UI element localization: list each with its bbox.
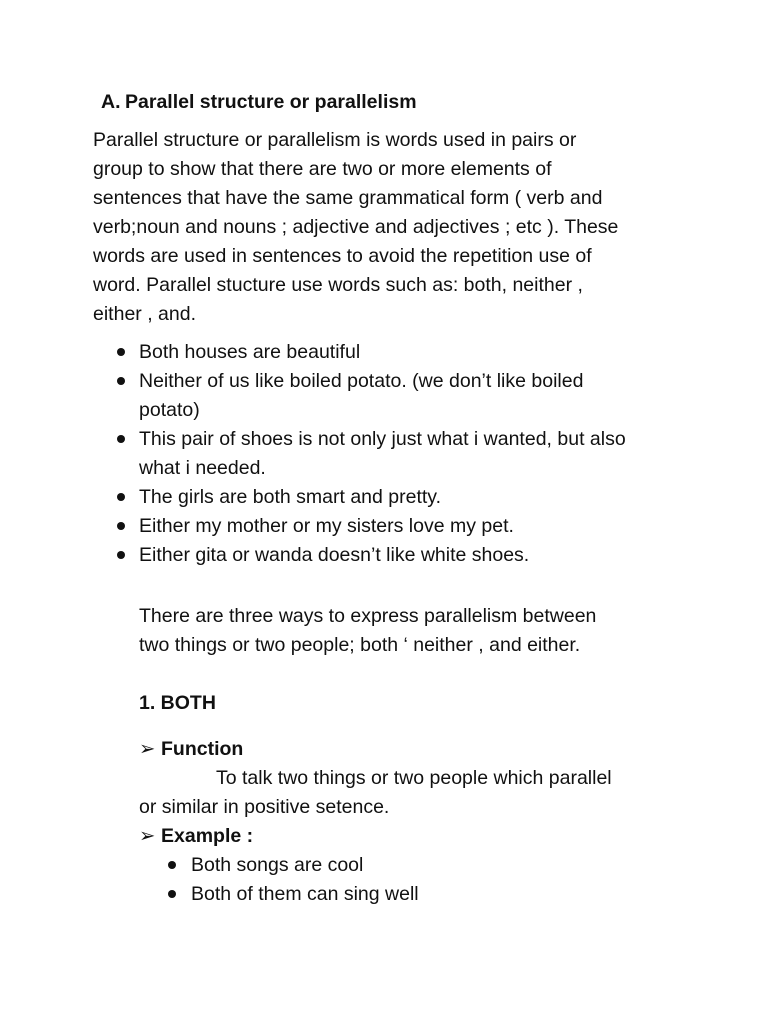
bullet-icon <box>117 348 125 356</box>
list-item <box>117 367 717 425</box>
intro-line: words are used in sentences to avoid the repetition use of <box>93 245 592 267</box>
list-item-text: Both songs are cool <box>191 854 364 876</box>
list-item <box>117 541 717 570</box>
bullet-icon <box>117 377 125 385</box>
example-bullet-list <box>117 338 717 570</box>
intro-line: group to show that there are two or more elements of <box>93 158 552 180</box>
arrow-bullet-icon: ➢ <box>139 738 156 760</box>
ways-line: two things or two people; both ‘ neither , and either. <box>139 634 581 656</box>
ways-paragraph <box>139 602 596 660</box>
function-label: Function <box>161 738 244 760</box>
list-item-text: potato) <box>139 399 200 421</box>
list-item <box>168 851 419 880</box>
heading-title: Parallel structure or parallelism <box>125 91 417 113</box>
list-item <box>117 425 717 483</box>
function-line: or similar in positive setence. <box>139 796 390 818</box>
intro-line: sentences that have the same grammatical form ( verb and <box>93 187 603 209</box>
bullet-icon <box>117 493 125 501</box>
list-item-text: Neither of us like boiled potato. (we don’t like boiled <box>139 370 584 392</box>
list-item <box>117 483 717 512</box>
list-item-text: Both houses are beautiful <box>139 341 361 363</box>
subsection-title: 1. BOTH <box>139 692 216 714</box>
arrow-bullet-icon: ➢ <box>139 825 156 847</box>
function-line: To talk two things or two people which parallel <box>216 767 612 789</box>
intro-line: Parallel structure or parallelism is words used in pairs or <box>93 129 577 151</box>
bullet-icon <box>117 551 125 559</box>
bullet-icon <box>117 435 125 443</box>
example-label: Example : <box>161 825 254 847</box>
list-item-text: Both of them can sing well <box>191 883 419 905</box>
intro-line: either , and. <box>93 303 196 325</box>
example-sentences-list <box>168 851 419 909</box>
list-item-text: This pair of shoes is not only just what i wanted, but also <box>139 428 626 450</box>
section-heading <box>101 89 417 115</box>
list-item-text: what i needed. <box>139 457 266 479</box>
list-item-text: The girls are both smart and pretty. <box>139 486 442 508</box>
function-description <box>139 764 612 822</box>
list-item-text: Either gita or wanda doesn’t like white shoes. <box>139 544 530 566</box>
list-item <box>168 880 419 909</box>
intro-paragraph <box>93 126 683 329</box>
list-item-text: Either my mother or my sisters love my pet. <box>139 515 514 537</box>
bullet-icon <box>117 522 125 530</box>
bullet-icon <box>168 861 176 869</box>
intro-line: verb;noun and nouns ; adjective and adjectives ; etc ). These <box>93 216 619 238</box>
function-heading <box>139 735 243 764</box>
intro-line: word. Parallel stucture use words such as: both, neither , <box>93 274 583 296</box>
example-heading <box>139 822 253 851</box>
heading-letter: A. <box>101 91 121 113</box>
bullet-icon <box>168 890 176 898</box>
list-item <box>117 512 717 541</box>
list-item <box>117 338 717 367</box>
ways-line: There are three ways to express parallelism between <box>139 605 597 627</box>
